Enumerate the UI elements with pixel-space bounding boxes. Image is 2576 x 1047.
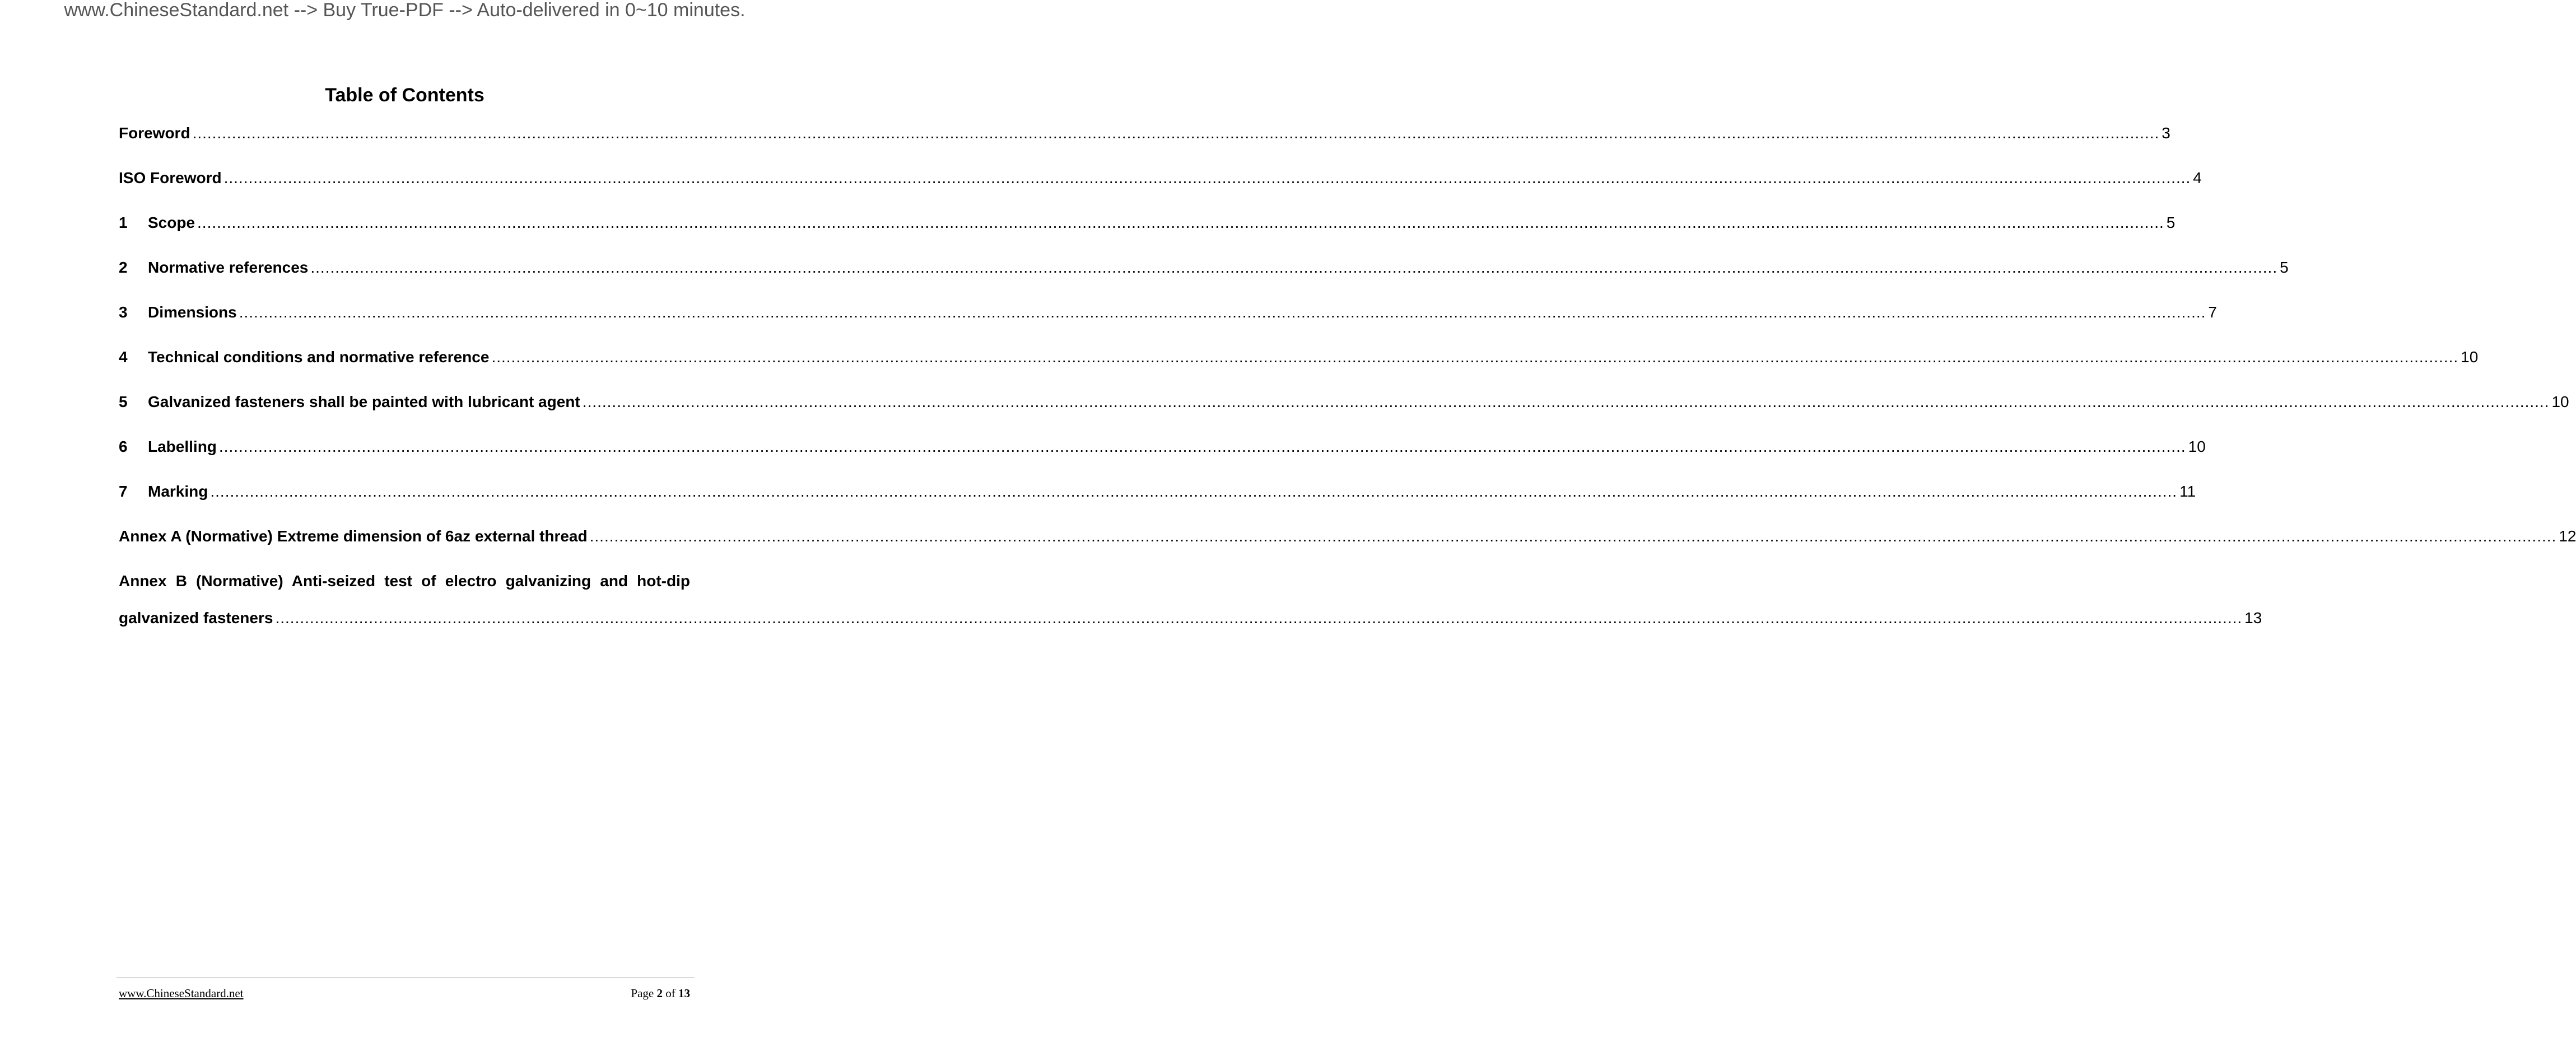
toc-entry-page: 10	[2461, 348, 2479, 366]
toc-entry-page: 4	[2193, 169, 2202, 186]
toc-entry-label: Dimensions	[148, 303, 237, 321]
toc-leader-dots: ................................................................................................................................................................................................................................................................................................................................................................................................................	[582, 393, 2550, 410]
toc-entry-page: 11	[2179, 483, 2196, 500]
toc-entry-number: 5	[119, 393, 128, 410]
toc-entry-second-line	[119, 607, 2262, 629]
toc-entry-marking[interactable]	[119, 480, 2196, 525]
toc-leader-dots: ................................................................................................................................................................................................................................................................................................................................................................................................................	[192, 124, 2160, 142]
toc-entry-foreword[interactable]	[119, 122, 2170, 167]
toc-entry-label: Labelling	[148, 438, 217, 455]
toc-entry-label: Marking	[148, 483, 208, 500]
toc-entry-label-line2: galvanized fasteners	[119, 609, 273, 627]
toc-entry-label: Galvanized fasteners shall be painted with lubricant agent	[148, 393, 580, 410]
toc-entry-page: 5	[2280, 259, 2289, 276]
toc-leader-dots: ................................................................................................................................................................................................................................................................................................................................................................................................................	[239, 303, 2206, 321]
toc-entry-number: 4	[119, 348, 128, 366]
footer-page-number	[631, 987, 690, 1001]
toc-entry-page: 5	[2166, 214, 2176, 231]
toc-entry-annex-b[interactable]	[119, 570, 2262, 629]
toc-entry-number: 2	[119, 259, 128, 276]
toc-entry-label: Scope	[148, 214, 195, 231]
toc-leader-dots: ................................................................................................................................................................................................................................................................................................................................................................................................................	[275, 609, 2243, 627]
toc-entry-page: 13	[2244, 609, 2262, 627]
toc-list	[119, 122, 2576, 629]
toc-leader-dots: ................................................................................................................................................................................................................................................................................................................................................................................................................	[218, 438, 2186, 455]
footer-page-total: 13	[678, 987, 690, 1000]
toc-entry-number: 6	[119, 438, 128, 455]
footer-page-prefix: Page	[631, 987, 654, 1000]
toc-leader-dots: ................................................................................................................................................................................................................................................................................................................................................................................................................	[589, 527, 2557, 545]
toc-leader-dots: ................................................................................................................................................................................................................................................................................................................................................................................................................	[223, 169, 2191, 186]
toc-entry-page: 7	[2208, 303, 2217, 321]
toc-entry-page: 10	[2551, 393, 2569, 410]
toc-entry-number: 7	[119, 483, 128, 500]
footer-site-link[interactable]: www.ChineseStandard.net	[119, 987, 244, 1000]
footer-page-of: of	[665, 987, 676, 1000]
toc-entry-scope[interactable]	[119, 212, 2176, 256]
toc-entry-technical-conditions[interactable]	[119, 346, 2479, 391]
toc-entry-label-line1: Annex B (Normative) Anti-seized test of electro galvanizing and hot-dip	[119, 572, 690, 590]
toc-entry-iso-foreword[interactable]	[119, 167, 2202, 212]
toc-entry-label: Annex A (Normative) Extreme dimension of 6az external thread	[119, 527, 588, 545]
toc-entry-annex-a[interactable]	[119, 525, 2576, 570]
toc-entry-label: Normative references	[148, 259, 309, 276]
toc-leader-dots: ................................................................................................................................................................................................................................................................................................................................................................................................................	[491, 348, 2459, 366]
toc-entry-number: 1	[119, 214, 128, 231]
toc-entry-galvanized-fasteners[interactable]	[119, 391, 2569, 436]
footer-page-current: 2	[656, 987, 663, 1000]
header-banner: www.ChineseStandard.net --> Buy True-PDF --> Auto-delivered in 0~10 minutes.	[64, 0, 746, 21]
toc-leader-dots: ................................................................................................................................................................................................................................................................................................................................................................................................................	[310, 259, 2278, 276]
toc-entry-label: Technical conditions and normative reference	[148, 348, 490, 366]
toc-entry-label: Foreword	[119, 124, 190, 142]
toc-entry-dimensions[interactable]	[119, 301, 2217, 346]
toc-title: Table of Contents	[325, 85, 485, 106]
toc-entry-labelling[interactable]	[119, 436, 2206, 480]
toc-leader-dots: ................................................................................................................................................................................................................................................................................................................................................................................................................	[210, 483, 2178, 500]
toc-entry-page: 12	[2559, 527, 2576, 545]
toc-entry-page: 10	[2188, 438, 2206, 455]
toc-leader-dots: ................................................................................................................................................................................................................................................................................................................................................................................................................	[197, 214, 2164, 231]
toc-entry-label: ISO Foreword	[119, 169, 222, 186]
toc-entry-page: 3	[2162, 124, 2170, 142]
toc-entry-number: 3	[119, 303, 128, 321]
toc-entry-normative-references[interactable]	[119, 256, 2289, 301]
